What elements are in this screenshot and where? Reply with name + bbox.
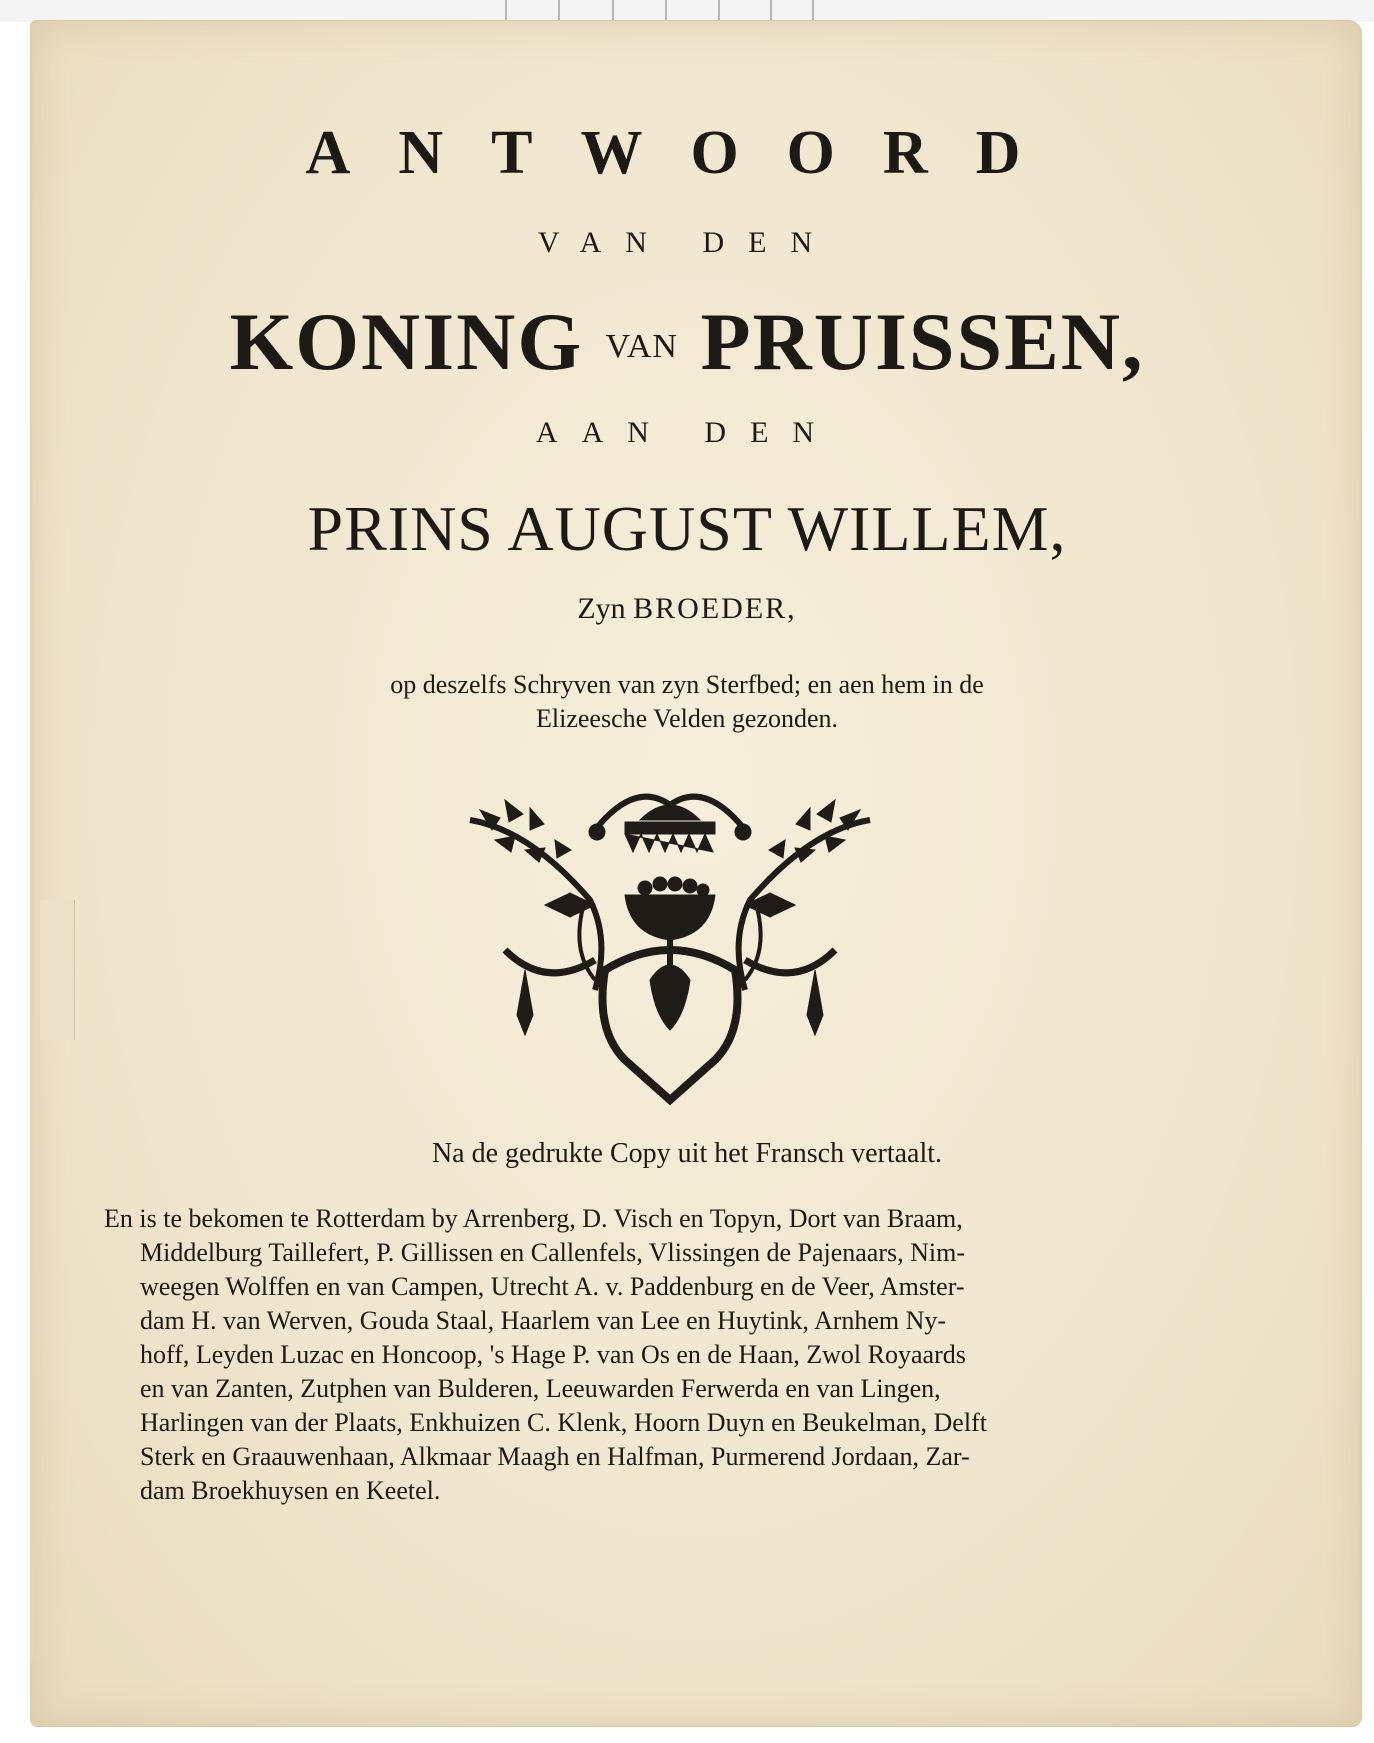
- title-aan-den: AAN DEN: [535, 416, 839, 449]
- imprint-line: Middelburg Taillefert, P. Gillissen en Callenfels, Vlissingen de Pajenaars, Nim-: [140, 1238, 965, 1267]
- imprint-line: Harlingen van der Plaats, Enkhuizen C. Klenk, Hoorn Duyn en Beukelman, Delft: [140, 1408, 987, 1437]
- title-pruissen: PRUISSEN,: [700, 296, 1145, 387]
- title-zyn-broeder: [0, 592, 1374, 626]
- imprint-line: dam H. van Werven, Gouda Staal, Haarlem van Lee en Huytink, Arnhem Ny-: [140, 1306, 947, 1335]
- imprint-line: weegen Wolffen en van Campen, Utrecht A. v. Paddenburg en de Veer, Amster-: [140, 1272, 965, 1301]
- title-antwoord: ANTWOORD: [305, 119, 1069, 187]
- subtitle-line-1: op deszelfs Schryven van zyn Sterfbed; en aen hem in de: [390, 670, 984, 699]
- title-broeder: BROEDER,: [633, 592, 797, 625]
- subtitle-line-2: Elizeesche Velden gezonden.: [536, 704, 838, 733]
- imprint-block: [104, 1202, 1205, 1508]
- imprint-line: hoff, Leyden Luzac en Honcoop, 's Hage P. van Os en de Haan, Zwol Royaards: [140, 1340, 966, 1369]
- imprint-line: en van Zanten, Zutphen van Bulderen, Leeuwarden Ferwerda en van Lingen,: [140, 1374, 941, 1403]
- translation-note: Na de gedrukte Copy uit het Fransch vertaalt.: [431, 1138, 943, 1169]
- imprint-line: dam Broekhuysen en Keetel.: [140, 1476, 441, 1505]
- title-koning-van-pruissen: [0, 295, 1374, 389]
- imprint-line: En is te bekomen te Rotterdam by Arrenberg, D. Visch en Topyn, Dort van Braam,: [104, 1204, 963, 1233]
- title-zyn: Zyn: [577, 592, 626, 625]
- title-prins: PRINS AUGUST WILLEM,: [307, 493, 1067, 564]
- title-koning: KONING: [229, 296, 584, 387]
- folded-corner: [40, 900, 75, 1040]
- printers-ornament-icon: [455, 780, 885, 1105]
- title-van: VAN: [605, 328, 678, 365]
- imprint-line: Sterk en Graauwenhaan, Alkmaar Maagh en Halfman, Purmerend Jordaan, Zar-: [140, 1442, 970, 1471]
- scan-edge-strip: [0, 0, 1374, 22]
- title-van-den: VAN DEN: [537, 226, 837, 259]
- subtitle: [0, 668, 1374, 736]
